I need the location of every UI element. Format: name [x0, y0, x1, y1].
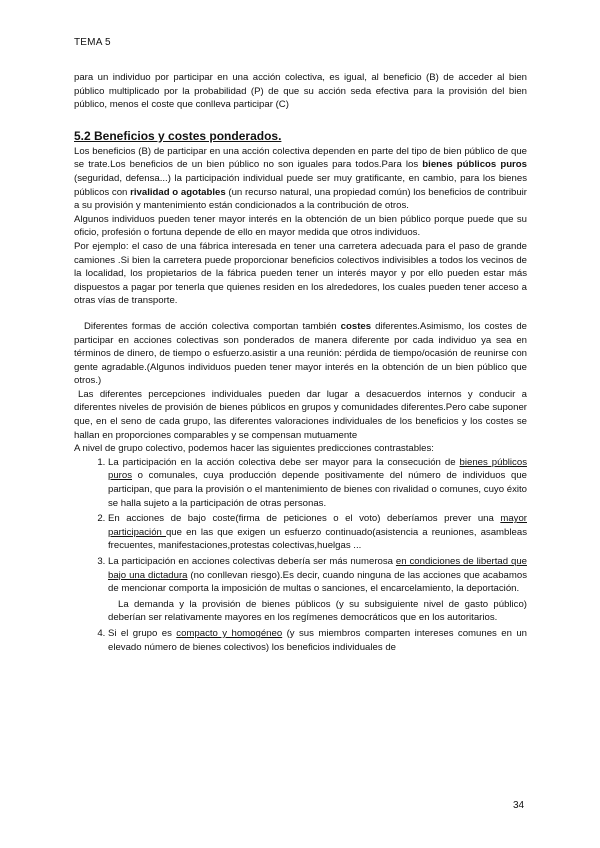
list-item [108, 555, 527, 596]
bold-term-rivalry: rivalidad o agotables [130, 186, 226, 198]
predictions-list [74, 456, 527, 596]
text-run: o comunales, cuya producción depende positivamente del número de individuos que participan, que para la provisión o el mantenimiento de bienes con rivalidad o comunes, cuyo éxito se halla sujeto a la participación de otras personas. [108, 470, 527, 509]
page-header: TEMA 5 [74, 37, 111, 48]
section-heading: 5.2 Beneficios y costes ponderados. [74, 128, 282, 143]
bold-term-pure-goods: bienes públicos puros [422, 159, 527, 171]
paragraph-perceptions: Las diferentes percepciones individuales pueden dar lugar a desacuerdos internos y conducir a diferentes niveles de provisión de bienes públicos en grupos y comunidades diferentes.Pero cabe suponer que, en el seno de cada grupo, las diferentes valoraciones individuales de los beneficios y los costes se hallan en proporciones comparables y se compensan mutuamente [74, 388, 527, 441]
underlined-term: compacto y homogéneo [176, 627, 283, 639]
text-run: (y sus miembros comparten intereses comunes en un elevado número de bienes colectivos) los beneficios individuales de [108, 627, 527, 653]
text-run: diferentes.Asimismo, los costes de participar en acciones colectivas son ponderados de manera diferente por cada individuo ya sea en términos de dinero, de tiempo o esfuerzo.asistir a una reunión: pérdida de tiempo/ocasión de reunirse con gente agradable.(Algunos individuos pueden tener mayor interés en la obtención de un bien público que otros.) [74, 320, 527, 387]
text-run: (no conllevan riesgo).Es decir, cuando ninguna de las acciones que acabamos de mencionar comporta la imposición de multas o sanciones, el encarcelamiento, la deportación. [108, 569, 527, 595]
underlined-term: mayor participación [108, 513, 527, 538]
text-run: Diferentes formas de acción colectiva comportan también [84, 320, 341, 332]
page-number: 34 [513, 800, 525, 811]
page-content [74, 71, 527, 656]
paragraph-costs [74, 320, 527, 388]
intro-paragraph: para un individuo por participar en una acción colectiva, es igual, al beneficio (B) de acceder al bien público multiplicado por la probabilidad (P) de que su acción seda efectiva para la provisión del bien público, menos el coste que conlleva participar (C) [74, 72, 527, 111]
text-run: Si el grupo es [108, 627, 177, 639]
list-item [108, 627, 527, 654]
paragraph-predictions-intro: A nivel de grupo colectivo, podemos hacer las siguientes predicciones contrastables: [74, 443, 434, 455]
bold-term-costs: costes [340, 320, 372, 332]
text-run: En acciones de bajo coste(firma de peticiones o el voto) deberíamos prever una [108, 513, 501, 525]
text-run: (un recurso natural, una propiedad común) los beneficios de contribuir a su provisión y mantenimiento están condicionados a la contribución de otros. [74, 186, 528, 212]
text-run: La participación en la acción colectiva debe ser mayor para la consecución de [108, 456, 460, 468]
text-run: que en las que exigen un esfuerzo continuado(asistencia a reuniones, asambleas frecuentes, manifestaciones,protestas colectivas,huelgas ... [108, 526, 527, 552]
text-run: La participación en acciones colectivas debería ser más numerosa [108, 556, 396, 567]
underlined-term: en condiciones de libertad que bajo una dictadura [108, 556, 527, 581]
paragraph-interest: Algunos individuos pueden tener mayor interés en la obtención de un bien público porque puede que su oficio, profesión o fortuna depende de ello en mayor medida que otros individuos. [74, 213, 527, 239]
paragraph-benefits [74, 145, 527, 213]
text-run: (seguridad, defensa...) la participación individual puede ser muy gratificante, en cambio, para los bienes públicos con [74, 172, 527, 198]
list-subparagraph: La demanda y la provisión de bienes públicos (y su subsiguiente nivel de gasto público) deberían ser relativamente mayores en los regímenes democráticos que en los autoritarios. [108, 598, 527, 624]
paragraph-example: Por ejemplo: el caso de una fábrica interesada en tener una carretera adecuada para el paso de grande camiones .Si bien la carretera puede proporcionar beneficios colectivos indivisibles a todos los vecinos de la localidad, los propietarios de la fábrica pueden tener un interés mayor y por ello pueden estar más dispuestos a pagar por tenerla que quienes residen en los alrededores, los cuales pueden tener acceso a otras vías de transporte. [74, 240, 527, 307]
underlined-term: bienes públicos puros [108, 456, 527, 482]
text-run: Los beneficios (B) de participar en una acción colectiva dependen en parte del tipo de bien público de que se trate.Los beneficios de un bien público no son iguales para todos.Para los [74, 145, 527, 171]
list-item [108, 456, 527, 510]
predictions-list-continued [74, 627, 527, 654]
list-item [108, 512, 527, 553]
